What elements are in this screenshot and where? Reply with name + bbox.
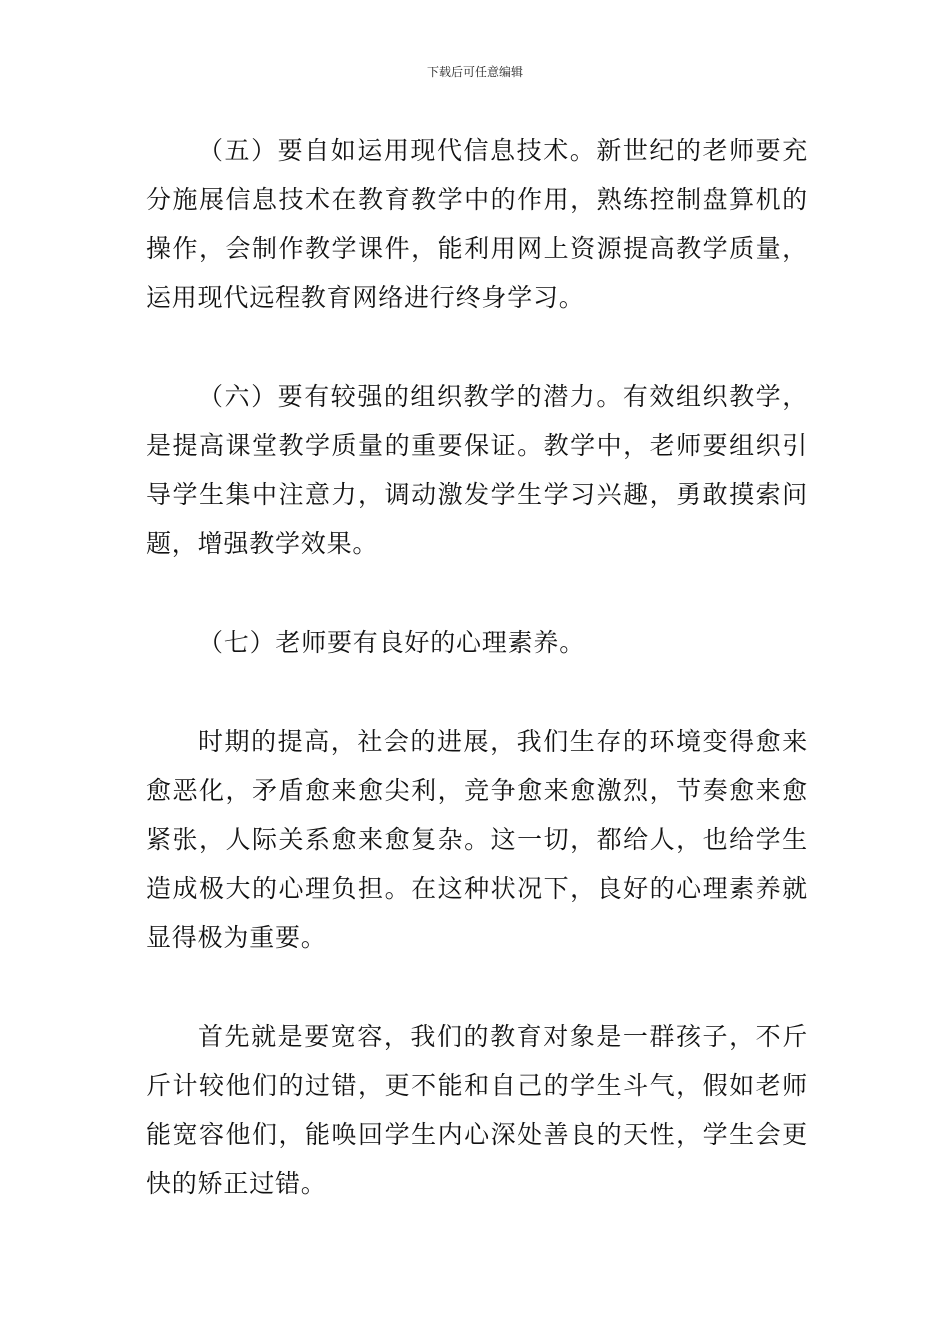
paragraph-4: 时期的提高，社会的进展，我们生存的环境变得愈来愈恶化，矛盾愈来愈尖利，竞争愈来愈激烈，节奏愈来愈紧张，人际关系愈来愈复杂。这一切，都给人，也给学生造成极大的心理负担。在这种状况下，良好的心理素养就显得极为重要。 (146, 727, 808, 952)
page-header: 下载后可任意编辑 (426, 65, 523, 79)
paragraph-5: 首先就是要宽容，我们的教育对象是一群孩子，不斤斤计较他们的过错，更不能和自己的学生斗气，假如老师能宽容他们，能唤回学生内心深处善良的天性，学生会更快的矫正过错。 (146, 1022, 808, 1198)
document-body (146, 126, 808, 1208)
paragraph-gap (146, 962, 808, 1012)
paragraph-1: （五）要自如运用现代信息技术。新世纪的老师要充分施展信息技术在教育教学中的作用，熟练控制盘算机的操作，会制作教学课件，能利用网上资源提高教学质量，运用现代远程教育网络进行终身学习。 (146, 136, 808, 312)
paragraph-gap (146, 667, 808, 717)
paragraph-gap (146, 322, 808, 372)
paragraph-2: （六）要有较强的组织教学的潜力。有效组织教学，是提高课堂教学质量的重要保证。教学中，老师要组织引导学生集中注意力，调动激发学生学习兴趣，勇敢摸索问题，增强教学效果。 (146, 382, 808, 558)
paragraph-gap (146, 568, 808, 618)
paragraph-3: （七）老师要有良好的心理素养。 (198, 628, 586, 657)
